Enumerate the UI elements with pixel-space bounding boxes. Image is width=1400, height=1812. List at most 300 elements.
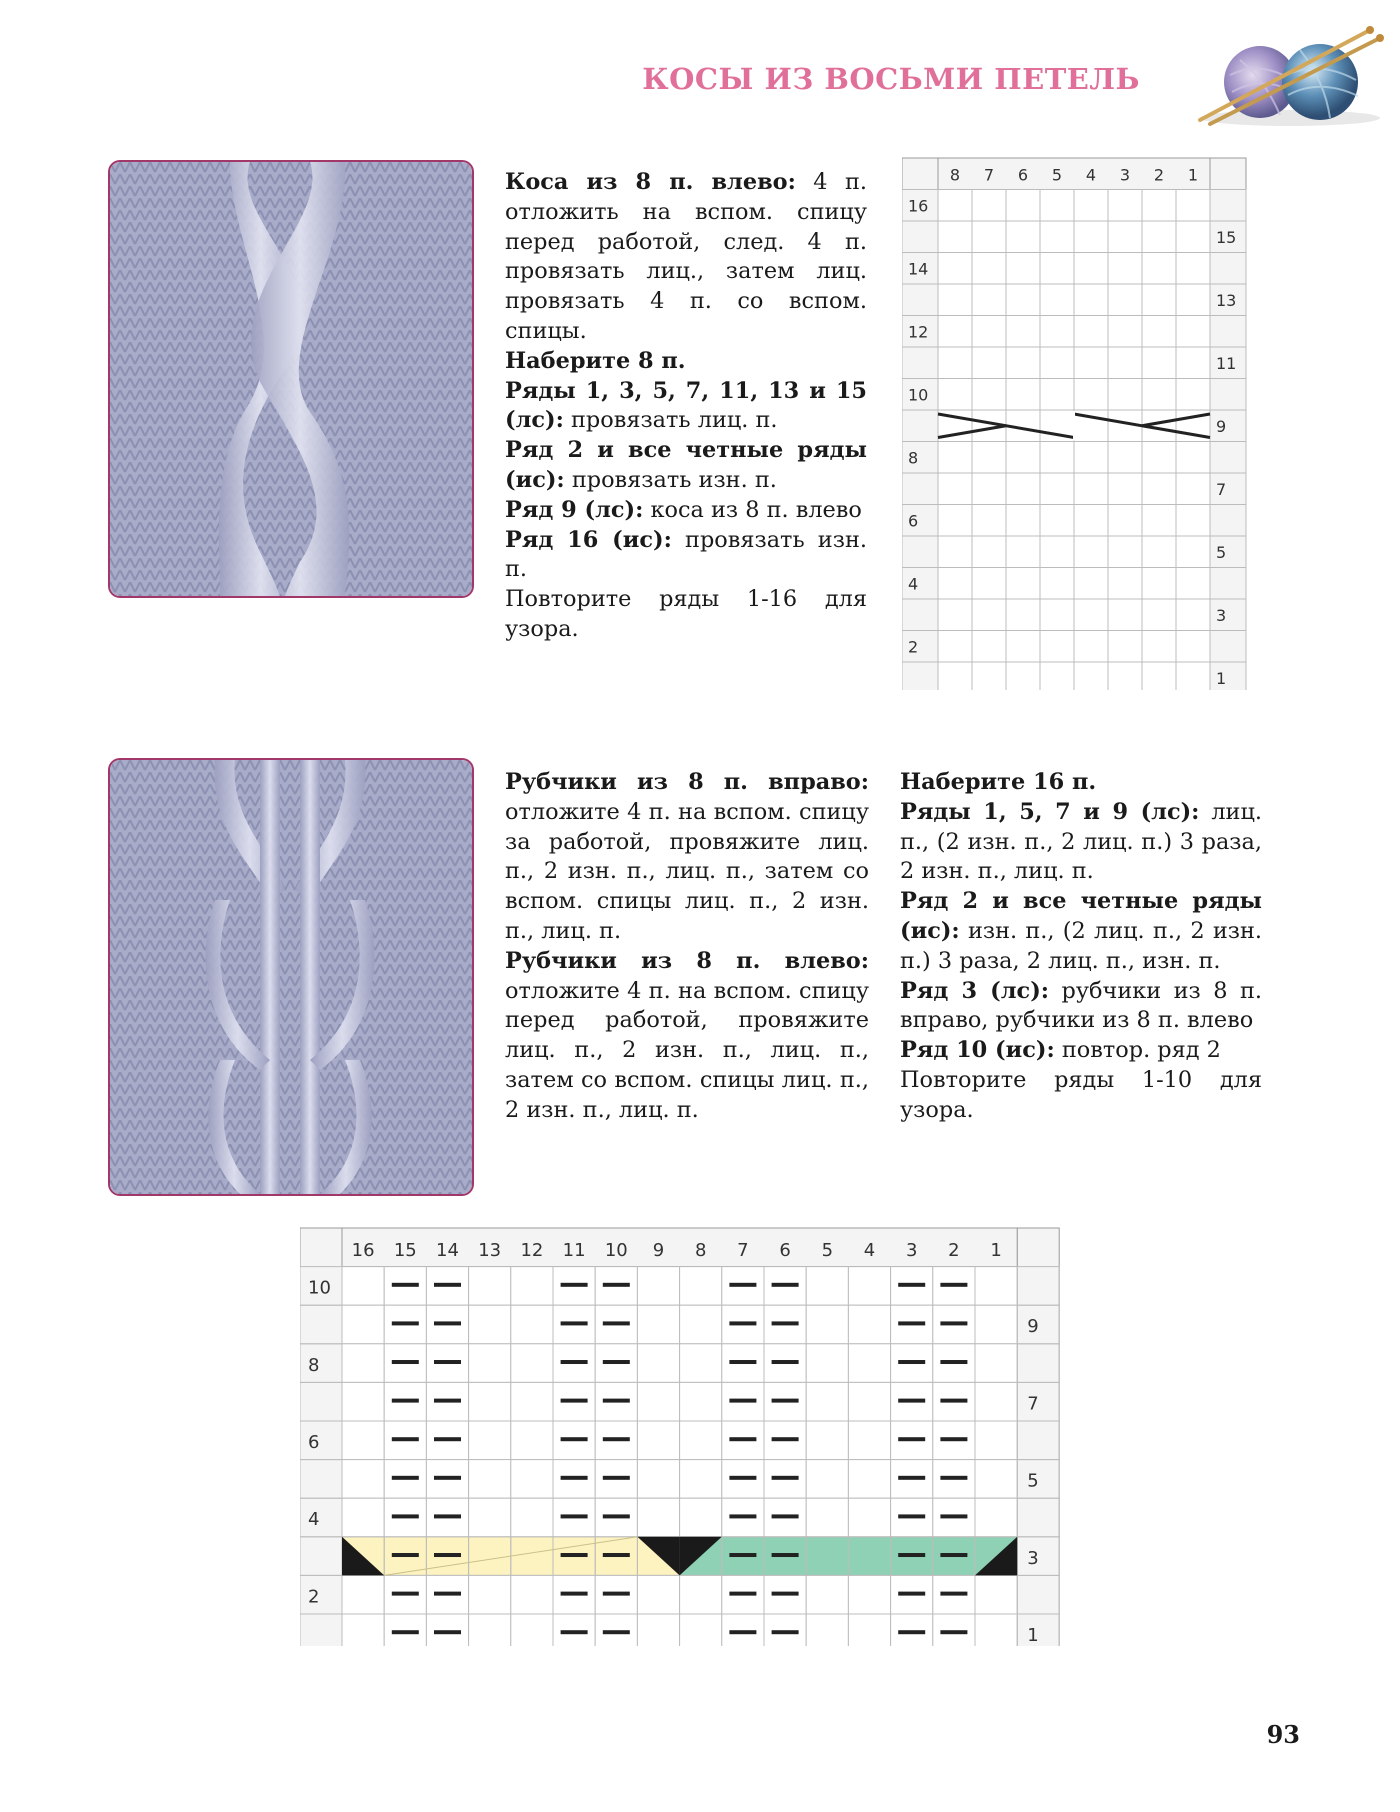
- purl-symbol: [940, 1476, 967, 1480]
- chart-cell: [975, 1614, 1017, 1646]
- chart-cell: [637, 1382, 679, 1421]
- chart-cell: [1074, 662, 1108, 690]
- purl-symbol: [434, 1514, 461, 1518]
- chart-cell: [938, 442, 972, 474]
- instruction-text: коса из 8 п. влево: [643, 496, 862, 523]
- chart-cell: [1176, 536, 1210, 568]
- chart-cell: [1142, 253, 1176, 285]
- chart-cell: [891, 1614, 933, 1646]
- chart-cell: [511, 1614, 553, 1646]
- instruction-text: Повторите ряды 1-10 для узора.: [900, 1066, 1262, 1123]
- purl-symbol: [434, 1476, 461, 1480]
- chart-cell: [680, 1382, 722, 1421]
- purl-symbol: [434, 1553, 461, 1557]
- cable-photo-2: [108, 758, 474, 1196]
- chart-column-label: 14: [436, 1239, 459, 1261]
- chart-cell: [553, 1614, 595, 1646]
- chart-cell: [972, 662, 1006, 690]
- chart-cell: [933, 1614, 975, 1646]
- chart-cell: [1040, 379, 1074, 411]
- chart-cell: [1040, 253, 1074, 285]
- chart-cell: [806, 1267, 848, 1306]
- chart-cell: [1074, 568, 1108, 600]
- chart-cell: [1040, 316, 1074, 348]
- instruction-text: лиц. п., (2 изн. п., 2 лиц. п.) 3 раза, 2 изн. п., лиц. п.: [900, 798, 1262, 885]
- purl-symbol: [940, 1283, 967, 1287]
- instructions-rib-cables: [505, 768, 869, 1126]
- purl-symbol: [434, 1592, 461, 1596]
- chart-row-label: 6: [908, 511, 919, 531]
- purl-symbol: [772, 1399, 799, 1403]
- instruction-term: Ряды 1, 3, 5, 7, 11, 13 и 15 (лс):: [505, 377, 867, 434]
- chart-column-label: 7: [737, 1239, 749, 1261]
- purl-symbol: [561, 1283, 588, 1287]
- chart-cell: [1142, 347, 1176, 379]
- chart-cell: [975, 1421, 1017, 1460]
- instruction-text: отложите 4 п. на вспом. спицу за работой, провяжите лиц. п., 2 изн. п., лиц. п., затем со вспом. спицы лиц. п., 2 изн. п., лиц. п.: [505, 798, 869, 944]
- chart-cell: [1006, 505, 1040, 537]
- purl-symbol: [772, 1437, 799, 1441]
- chart-column-label: 5: [821, 1239, 834, 1261]
- purl-symbol: [898, 1592, 925, 1596]
- chart-cell: [342, 1305, 384, 1344]
- purl-symbol: [898, 1399, 925, 1403]
- purl-symbol: [898, 1360, 925, 1364]
- purl-symbol: [772, 1360, 799, 1364]
- purl-symbol: [434, 1321, 461, 1325]
- chart-cell: [975, 1460, 1017, 1499]
- chart-cell: [1074, 631, 1108, 663]
- chart-column-label: 3: [1119, 165, 1131, 185]
- chart-cell: [938, 568, 972, 600]
- chart-cell: [1142, 473, 1176, 505]
- instruction-term: Рубчики из 8 п. влево:: [505, 947, 869, 974]
- chart-cell: [680, 1421, 722, 1460]
- instruction-term: Рубчики из 8 п. вправо:: [505, 769, 869, 795]
- chart-cell: [1108, 662, 1142, 690]
- chart-cell: [637, 1498, 679, 1537]
- chart-cell: [1074, 316, 1108, 348]
- chart-cell: [972, 190, 1006, 222]
- chart-cell: [938, 662, 972, 690]
- chart-cell: [848, 1382, 890, 1421]
- chart-cell: [680, 1498, 722, 1537]
- chart-cell: [511, 1305, 553, 1344]
- chart-cell: [938, 190, 972, 222]
- chart-cell: [938, 536, 972, 568]
- purl-symbol: [603, 1592, 630, 1596]
- purl-symbol: [729, 1360, 756, 1364]
- chart-cell: [1074, 190, 1108, 222]
- chart-cell: [806, 1575, 848, 1614]
- purl-symbol: [898, 1630, 925, 1634]
- purl-symbol: [772, 1553, 799, 1557]
- chart-cell: [469, 1305, 511, 1344]
- chart-cell: [1040, 599, 1074, 631]
- chart-cell: [511, 1421, 553, 1460]
- purl-symbol: [392, 1321, 419, 1325]
- purl-symbol: [940, 1437, 967, 1441]
- chart-cell: [1040, 190, 1074, 222]
- instruction-text: провязать изн. п.: [564, 466, 777, 493]
- purl-symbol: [729, 1437, 756, 1441]
- chart-column-label: 6: [1017, 165, 1029, 185]
- chart-cell: [1040, 284, 1074, 316]
- chart-cell: [1006, 631, 1040, 663]
- chart-cell: [1006, 284, 1040, 316]
- purl-symbol: [434, 1399, 461, 1403]
- purl-symbol: [603, 1476, 630, 1480]
- instruction-term: Ряд 2 и все четные ряды (ис):: [900, 888, 1262, 944]
- chart-cell: [1142, 379, 1176, 411]
- chart-row-label: 1: [1027, 1625, 1039, 1646]
- chart-cell: [1108, 536, 1142, 568]
- chart-cell: [972, 347, 1006, 379]
- chart-cell: [972, 442, 1006, 474]
- instruction-term: Ряды 1, 5, 7 и 9 (лс):: [900, 798, 1200, 825]
- chart-row-label: 3: [1216, 606, 1227, 626]
- chart-cell: [806, 1382, 848, 1421]
- purl-symbol: [561, 1437, 588, 1441]
- chart-cell: [975, 1498, 1017, 1537]
- chart-cell: [511, 1344, 553, 1383]
- purl-symbol: [772, 1476, 799, 1480]
- chart-column-label: 4: [1085, 165, 1097, 185]
- instruction-term: Ряд 3 (лс):: [900, 977, 1050, 1004]
- chart-row-label: 8: [308, 1354, 320, 1376]
- chart-cell: [637, 1267, 679, 1306]
- purl-symbol: [561, 1476, 588, 1480]
- chart-cell: [637, 1305, 679, 1344]
- chart-row-label: 15: [1216, 228, 1237, 248]
- chart-cell: [1074, 379, 1108, 411]
- purl-symbol: [898, 1321, 925, 1325]
- chart-cell: [1040, 536, 1074, 568]
- chart-cell: [938, 505, 972, 537]
- purl-symbol: [561, 1592, 588, 1596]
- chart-cell: [1142, 568, 1176, 600]
- chart-row-label: 11: [1216, 354, 1237, 374]
- purl-symbol: [729, 1321, 756, 1325]
- chart-cell: [1176, 599, 1210, 631]
- chart-row-label: 2: [908, 637, 919, 657]
- chart-cell: [975, 1305, 1017, 1344]
- purl-symbol: [772, 1283, 799, 1287]
- chart-row-label: 10: [308, 1277, 331, 1299]
- purl-symbol: [603, 1630, 630, 1634]
- chart-cell: [1006, 316, 1040, 348]
- purl-symbol: [392, 1399, 419, 1403]
- purl-symbol: [392, 1592, 419, 1596]
- chart-cell: [1176, 379, 1210, 411]
- chart-cell: [1006, 568, 1040, 600]
- chart-cell: [938, 473, 972, 505]
- chart-cell: [1074, 442, 1108, 474]
- chart-column-label: 2: [948, 1239, 960, 1261]
- chart-cell: [384, 1614, 426, 1646]
- chart-cell: [637, 1614, 679, 1646]
- chart-cell: [1074, 473, 1108, 505]
- chart-cell: [972, 284, 1006, 316]
- chart-cell: [972, 473, 1006, 505]
- instruction-text: повтор. ряд 2: [1054, 1037, 1221, 1064]
- purl-symbol: [898, 1514, 925, 1518]
- purl-symbol: [729, 1283, 756, 1287]
- chart-cell: [1176, 190, 1210, 222]
- chart-cell: [1040, 505, 1074, 537]
- purl-symbol: [772, 1514, 799, 1518]
- chart-column-label: 16: [351, 1239, 375, 1261]
- chart-cell: [342, 1344, 384, 1383]
- purl-symbol: [772, 1592, 799, 1596]
- chart-cell: [1074, 221, 1108, 253]
- chart-cell: [1176, 505, 1210, 537]
- chart-cell: [972, 253, 1006, 285]
- chart-cell: [972, 631, 1006, 663]
- purl-symbol: [603, 1514, 630, 1518]
- chart-cell: [764, 1614, 806, 1646]
- purl-symbol: [603, 1283, 630, 1287]
- chart-cell: [806, 1614, 848, 1646]
- chart-row-label: 8: [908, 448, 919, 468]
- purl-symbol: [392, 1630, 419, 1634]
- purl-symbol: [898, 1283, 925, 1287]
- chart-cell: [426, 1614, 468, 1646]
- chart-row-label: 7: [1216, 480, 1227, 500]
- chart-cell: [972, 316, 1006, 348]
- instruction-text: Повторите ряды 1-16 для узора.: [505, 586, 867, 642]
- purl-symbol: [561, 1321, 588, 1325]
- chart-cell: [680, 1305, 722, 1344]
- chart-cell: [469, 1575, 511, 1614]
- purl-symbol: [898, 1476, 925, 1480]
- purl-symbol: [729, 1592, 756, 1596]
- chart-cell: [511, 1267, 553, 1306]
- knitting-chart-1: [902, 156, 1250, 690]
- chart-cell: [1040, 473, 1074, 505]
- purl-symbol: [561, 1630, 588, 1634]
- chart-cell: [469, 1344, 511, 1383]
- chart-cell: [938, 631, 972, 663]
- instruction-term: Ряд 16 (ис):: [505, 526, 672, 553]
- chart-cell: [1108, 505, 1142, 537]
- chart-row-label: 5: [1216, 543, 1227, 563]
- chart-row-label: 14: [908, 259, 929, 279]
- instruction-term: Ряд 2 и все четные ряды (ис):: [505, 437, 867, 493]
- chart-cell: [848, 1460, 890, 1499]
- chart-cell: [975, 1382, 1017, 1421]
- purl-symbol: [434, 1360, 461, 1364]
- chart-cell: [637, 1575, 679, 1614]
- purl-symbol: [940, 1514, 967, 1518]
- purl-symbol: [434, 1437, 461, 1441]
- instruction-term: Ряд 9 (лс):: [505, 496, 644, 523]
- chart-cell: [1176, 662, 1210, 690]
- chart-row-label: 6: [308, 1432, 320, 1454]
- chart-cell: [1142, 599, 1176, 631]
- chart-cell: [1006, 253, 1040, 285]
- chart-cell: [938, 347, 972, 379]
- chart-row-label: 16: [908, 196, 929, 216]
- chart-cell: [342, 1575, 384, 1614]
- purl-symbol: [603, 1437, 630, 1441]
- chart-cell: [1006, 221, 1040, 253]
- chart-column-label: 9: [652, 1239, 665, 1261]
- instruction-text: 4 п. отложить на вспом. спицу перед работой, след. 4 п. провязать лиц., затем лиц. провязать 4 п. со вспом. спицы.: [505, 169, 867, 344]
- purl-symbol: [729, 1553, 756, 1557]
- chart-cell: [1108, 284, 1142, 316]
- instruction-term: Ряд 10 (ис):: [900, 1037, 1055, 1064]
- chart-cell: [1108, 347, 1142, 379]
- chart-cell: [848, 1267, 890, 1306]
- chart-cell: [1176, 316, 1210, 348]
- instruction-text: рубчики из 8 п. вправо, рубчики из 8 п. влево: [900, 977, 1262, 1034]
- chart-cell: [806, 1460, 848, 1499]
- chart-cell: [806, 1344, 848, 1383]
- chart-row-label: 2: [308, 1586, 320, 1608]
- chart-cell: [806, 1421, 848, 1460]
- chart-cell: [722, 1614, 764, 1646]
- chart-column-label: 8: [694, 1239, 707, 1261]
- yarn-balls-icon: [1180, 20, 1390, 130]
- chart-cell: [972, 568, 1006, 600]
- chart-cell: [848, 1344, 890, 1383]
- instruction-term: Коса из 8 п. влево:: [505, 169, 796, 195]
- chart-cell: [938, 379, 972, 411]
- purl-symbol: [603, 1399, 630, 1403]
- purl-symbol: [434, 1283, 461, 1287]
- chart-cell: [1176, 253, 1210, 285]
- chart-row-label: 7: [1027, 1393, 1039, 1415]
- chart-cell: [680, 1575, 722, 1614]
- purl-symbol: [392, 1360, 419, 1364]
- instruction-text: отложите 4 п. на вспом. спицу перед работой, провяжите лиц. п., 2 изн. п., лиц. п., затем со вспом. спицы лиц. п., 2 изн. п., лиц. п.: [505, 977, 869, 1123]
- chart-cell: [1074, 599, 1108, 631]
- chart-cell: [511, 1498, 553, 1537]
- chart-cell: [1006, 662, 1040, 690]
- chart-row-label: 3: [1027, 1547, 1039, 1569]
- chart-column-label: 2: [1153, 165, 1165, 185]
- chart-cell: [1142, 284, 1176, 316]
- chart-cell: [342, 1614, 384, 1646]
- chart-column-label: 10: [604, 1239, 628, 1261]
- chart-cell: [1108, 599, 1142, 631]
- chart-cell: [972, 599, 1006, 631]
- purl-symbol: [772, 1321, 799, 1325]
- purl-symbol: [772, 1630, 799, 1634]
- chart-cell: [848, 1575, 890, 1614]
- chart-cell: [1142, 221, 1176, 253]
- chart-cell: [975, 1575, 1017, 1614]
- chart-cell: [1142, 662, 1176, 690]
- chart-cell: [1176, 568, 1210, 600]
- chart-cell: [1040, 221, 1074, 253]
- purl-symbol: [898, 1437, 925, 1441]
- chart-cell: [1176, 221, 1210, 253]
- chart-cell: [806, 1305, 848, 1344]
- chart-cell: [1176, 347, 1210, 379]
- chart-cell: [938, 599, 972, 631]
- chart-cell: [1074, 536, 1108, 568]
- chart-cell: [1074, 284, 1108, 316]
- chart-cell: [848, 1305, 890, 1344]
- purl-symbol: [729, 1630, 756, 1634]
- chart-cell: [1006, 473, 1040, 505]
- chart-cell: [1040, 631, 1074, 663]
- chart-cell: [469, 1421, 511, 1460]
- chart-cell: [1142, 190, 1176, 222]
- chart-row-label: 5: [1027, 1470, 1039, 1492]
- chart-cell: [1074, 347, 1108, 379]
- chart-cell: [1176, 473, 1210, 505]
- chart-column-label: 15: [393, 1239, 417, 1261]
- purl-symbol: [392, 1437, 419, 1441]
- chart-cell: [469, 1614, 511, 1646]
- purl-symbol: [940, 1321, 967, 1325]
- chart-cell: [1176, 284, 1210, 316]
- chart-cell: [1006, 190, 1040, 222]
- chart-cell: [1006, 536, 1040, 568]
- chart-cell: [972, 505, 1006, 537]
- purl-symbol: [940, 1630, 967, 1634]
- chart-cell: [1108, 442, 1142, 474]
- chart-cell: [938, 221, 972, 253]
- chart-column-label: 8: [949, 165, 961, 185]
- chart-column-label: 5: [1051, 165, 1063, 185]
- chart-cell: [1006, 442, 1040, 474]
- purl-symbol: [940, 1360, 967, 1364]
- chart-cell: [1108, 190, 1142, 222]
- instruction-text: изн. п., (2 лиц. п., 2 изн. п.) 3 раза, 2 лиц. п., изн. п.: [900, 917, 1262, 974]
- chart-cell: [1108, 473, 1142, 505]
- instruction-term: Наберите 16 п.: [900, 769, 1097, 795]
- chart-cell: [848, 1614, 890, 1646]
- purl-symbol: [561, 1553, 588, 1557]
- purl-symbol: [898, 1553, 925, 1557]
- chart-cell: [342, 1421, 384, 1460]
- chart-row-label: 13: [1216, 291, 1237, 311]
- chart-cell: [1108, 221, 1142, 253]
- chart-cell: [1040, 568, 1074, 600]
- chart-cell: [1142, 536, 1176, 568]
- chart-row-label: 9: [1216, 417, 1227, 437]
- chart-cell: [1176, 442, 1210, 474]
- chart-cell: [1142, 505, 1176, 537]
- chart-cell: [595, 1614, 637, 1646]
- chart-right-column: [1017, 1228, 1059, 1646]
- knitting-chart-2: [300, 1226, 1070, 1646]
- purl-symbol: [392, 1553, 419, 1557]
- chart-cell: [848, 1421, 890, 1460]
- chart-cell: [1142, 631, 1176, 663]
- chart-cell: [972, 536, 1006, 568]
- chart-cell: [680, 1460, 722, 1499]
- chart-cell: [1040, 662, 1074, 690]
- chart-cell: [637, 1344, 679, 1383]
- purl-symbol: [392, 1514, 419, 1518]
- chart-cell: [975, 1267, 1017, 1306]
- chart-cell: [342, 1498, 384, 1537]
- chart-column-label: 11: [562, 1239, 586, 1261]
- chart-column-label: 6: [779, 1239, 791, 1261]
- chart-cell: [680, 1344, 722, 1383]
- chart-cell: [1040, 347, 1074, 379]
- chart-cell: [1176, 631, 1210, 663]
- cable-gap: [1073, 411, 1075, 441]
- chart-column-label: 13: [478, 1239, 502, 1261]
- chart-row-label: 12: [908, 322, 929, 342]
- purl-symbol: [392, 1283, 419, 1287]
